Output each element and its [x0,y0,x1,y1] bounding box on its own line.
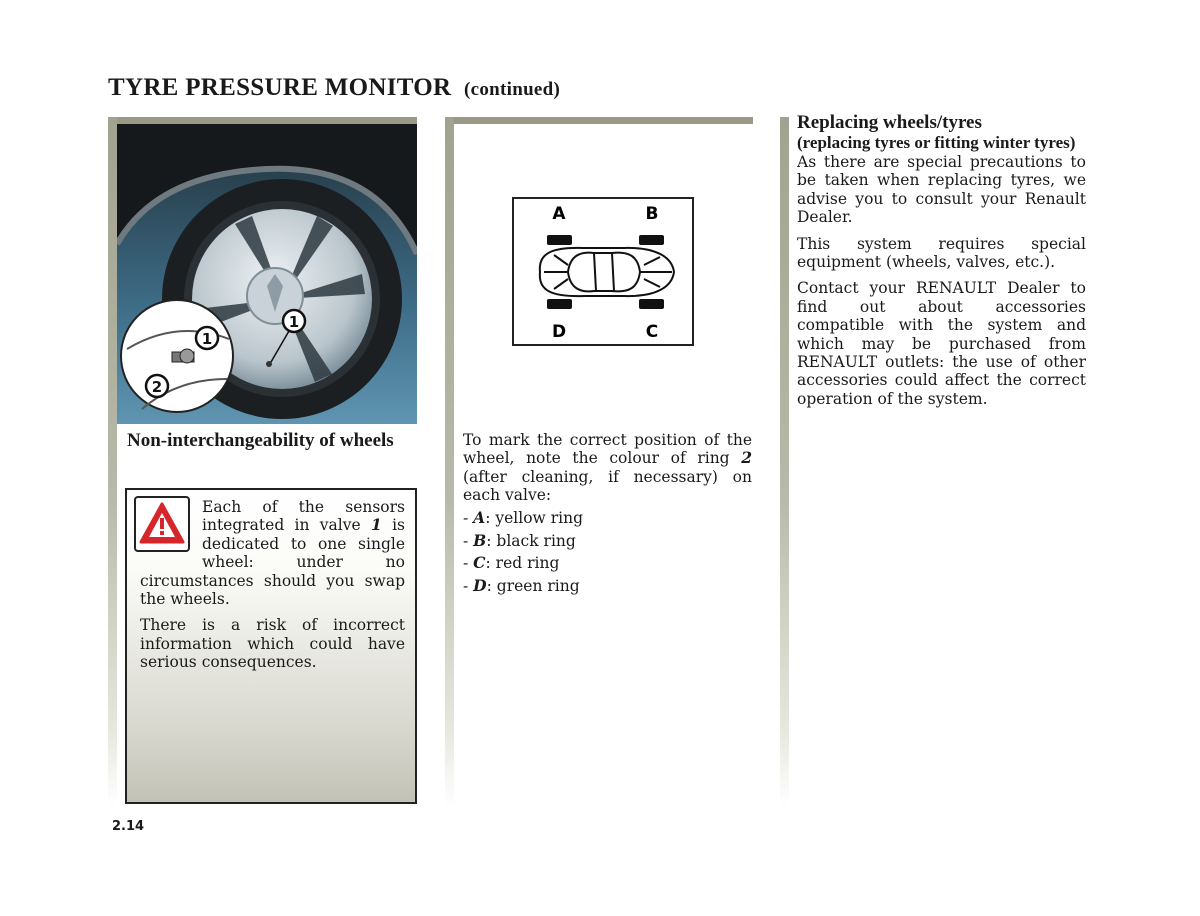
diagram-label-c: C [645,322,659,342]
wheel-d-icon [547,299,572,309]
right-paragraph-3: Contact your RENAULT Dealer to find out about accessories compatible with the system and which may be purchased from RENAULT outlets: the use of other accessories could affect the correct operation of the system. [797,279,1086,408]
car-outline-icon [540,248,674,296]
warning-paragraph-2: There is a risk of incorrect information which could have serious consequences. [140,616,405,672]
middle-column-rule [445,117,753,124]
list-item: - D: green ring [463,576,580,596]
callout-1b-label: 1 [288,313,300,331]
list-item: - B: black ring [463,530,576,550]
title-continued: (continued) [463,79,561,100]
right-paragraph-2: This system requires special equipment (wheels, valves, etc.). [797,234,1086,272]
left-column-bar [108,117,117,807]
wheel-a-icon [547,235,572,245]
wheel-position-diagram [512,197,694,346]
wheels-subheading: Non-interchangeability of wheels [127,430,394,451]
warning-box [125,488,417,804]
warning-paragraph-1: Each of the sensors integrated in valve 1 is dedicated to one single wheel: under no circumstances should you swap the wheels. [140,498,405,609]
wheel-b-icon [639,235,664,245]
diagram-label-a: A [552,204,566,224]
wheel-c-icon [639,299,664,309]
callout-1-label: 1 [201,330,213,348]
right-paragraph-1: As there are special precautions to be taken when replacing tyres, we advise you to consult your Renault Dealer. [797,153,1086,227]
middle-column-bar [445,117,454,807]
ring-colour-intro: To mark the correct position of the wheel, note the colour of ring 2 (after cleaning, if necessary) on each valve: [463,431,752,505]
callout-2-label: 2 [151,378,163,396]
replacing-heading: Replacing wheels/tyres [797,112,982,133]
list-item: - C: red ring [463,553,560,573]
diagram-label-b: B [645,204,659,224]
diagram-label-d: D [551,322,567,342]
ring-colour-list [463,509,752,596]
title-main: TYRE PRESSURE MONITOR [108,74,452,101]
list-item: - A: yellow ring [463,507,583,527]
wheel-photo [117,124,417,424]
replacing-subheading: (replacing tyres or fitting winter tyres) [797,133,1076,152]
ring-colour-text [463,431,752,600]
page-number: 2.14 [112,819,145,834]
left-column-rule [108,117,417,124]
page-title [108,74,560,102]
right-column-bar [780,117,789,807]
replacing-wheels-section [797,112,1086,416]
